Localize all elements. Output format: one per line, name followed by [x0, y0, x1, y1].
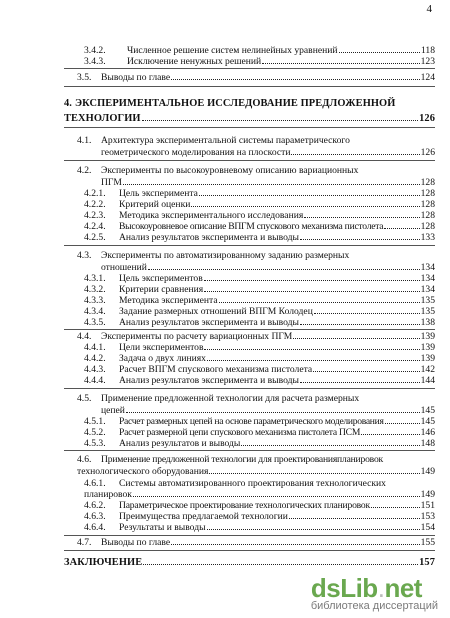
toc-title: Анализ результатов эксперимента и выводы: [119, 375, 299, 386]
toc-title: Критерий оценки: [119, 199, 191, 210]
toc-number: 4.1.: [77, 135, 92, 146]
toc-entry[interactable]: [77, 250, 435, 261]
toc-number: 4.2.5.: [84, 232, 106, 243]
toc-number: 4.5.1.: [84, 416, 106, 427]
toc-page: 128: [420, 210, 435, 221]
toc-number: 4.5.: [77, 393, 92, 404]
toc-entry[interactable]: [84, 438, 435, 449]
toc-entry[interactable]: [84, 427, 435, 438]
toc-page: 149: [420, 466, 435, 477]
toc-entry[interactable]: [84, 500, 435, 511]
toc-entry[interactable]: [84, 210, 435, 221]
toc-number: 4.5.2.: [84, 427, 106, 438]
toc-page: 128: [420, 221, 435, 232]
toc-page: 145: [420, 405, 435, 416]
toc-entry[interactable]: [84, 199, 435, 210]
divider: [64, 329, 435, 330]
toc-title: Анализ результатов и выводы: [119, 438, 241, 449]
toc-page: 128: [420, 177, 435, 188]
toc-entry[interactable]: [77, 454, 435, 465]
toc-title: Методика эксперимента: [119, 295, 218, 306]
dot-leader: [204, 342, 419, 350]
toc-entry-cont[interactable]: [84, 489, 435, 500]
divider: [64, 550, 435, 551]
toc-page: 128: [420, 199, 435, 210]
dot-leader: [171, 72, 420, 80]
toc-number: 4.4.3.: [84, 364, 106, 375]
toc-number: 4.6.1.: [84, 478, 106, 489]
toc-title: Цель экспериментов: [119, 273, 203, 284]
toc-page: 148: [420, 438, 435, 449]
toc-chapter-heading[interactable]: [64, 98, 435, 109]
toc-title-cont: планировок: [84, 489, 132, 500]
toc-title: Параметрическое проектирование технологических планировок: [119, 500, 370, 511]
toc-title-cont: ПГМ: [101, 177, 122, 188]
toc-page: 138: [420, 317, 435, 328]
divider: [64, 388, 435, 389]
dot-leader: [204, 273, 420, 281]
toc-title: Цель эксперимента: [119, 188, 198, 199]
watermark-subtitle: библиотека диссертаций: [310, 600, 438, 612]
toc-title: Результаты и выводы: [119, 522, 206, 533]
toc-entry-cont[interactable]: [101, 147, 435, 158]
dot-leader: [291, 147, 419, 155]
toc-title: Применение предложенной технологии для расчета размерных: [101, 393, 360, 404]
toc-number: 4.4.: [77, 331, 92, 342]
toc-title: Эксперименты по расчету вариационных ПГМ: [101, 331, 293, 342]
toc-title: Выводы по главе: [101, 72, 171, 83]
toc-entry-cont[interactable]: [101, 405, 435, 416]
toc-title: Задача о двух линиях: [119, 353, 206, 364]
dot-leader: [199, 188, 420, 196]
toc-number: 4.2.4.: [84, 221, 106, 232]
dot-leader: [371, 500, 420, 508]
divider: [64, 245, 435, 246]
toc-page: 133: [420, 232, 435, 243]
toc-page: 124: [420, 72, 435, 83]
dslib-watermark[interactable]: [311, 573, 438, 612]
toc-title: Преимущества предлагаемой технологии: [119, 511, 288, 522]
toc-title: Выводы по главе: [101, 537, 171, 548]
toc-title: Архитектура экспериментальной системы параметрического: [101, 135, 350, 146]
toc-entry[interactable]: [84, 188, 435, 199]
toc-entry[interactable]: [84, 522, 435, 533]
toc-page: 151: [420, 500, 435, 511]
toc-title: Расчет размерной цепи спускового механизма пистолета ПСМ: [119, 427, 361, 438]
toc-number: 3.5.: [77, 72, 92, 83]
toc-title: Цели экспериментов: [119, 342, 204, 353]
toc-title: Методика экспериментального исследования: [119, 210, 304, 221]
toc-entry[interactable]: [77, 165, 435, 176]
toc-number: 4.5.3.: [84, 438, 106, 449]
dot-leader: [385, 416, 420, 424]
dot-leader: [207, 522, 420, 530]
dot-leader: [304, 210, 419, 218]
toc-title: Задание размерных отношений ВПГМ Колодец: [119, 306, 313, 317]
toc-title: Применение предложенной технологии для проектированияпланировок: [101, 454, 384, 465]
toc-entry[interactable]: [84, 295, 435, 306]
dot-leader: [384, 221, 419, 229]
toc-page: 149: [420, 489, 435, 500]
toc-entry[interactable]: [77, 393, 435, 404]
toc-page: 144: [420, 375, 435, 386]
dot-leader: [300, 232, 420, 240]
toc-number: 4.: [64, 98, 72, 109]
toc-entry[interactable]: [84, 364, 435, 375]
toc-title: Анализ результатов эксперимента и выводы: [119, 232, 299, 243]
dot-leader: [143, 557, 418, 565]
toc-page: 145: [420, 416, 435, 427]
toc-title: ЭКСПЕРИМЕНТАЛЬНОЕ ИССЛЕДОВАНИЕ ПРЕДЛОЖЕННОЙ: [75, 98, 396, 109]
toc-entry[interactable]: [84, 478, 435, 489]
toc-entry[interactable]: [84, 221, 435, 232]
dot-leader: [191, 199, 419, 207]
toc-conclusion[interactable]: [64, 557, 435, 568]
toc-page: 139: [420, 342, 435, 353]
toc-number: 4.4.1.: [84, 342, 106, 353]
toc-title: Исключение ненужных решений: [127, 56, 262, 67]
toc-title: Расчет ВПГМ спускового механизма пистолета: [119, 364, 313, 375]
toc-entry[interactable]: [84, 56, 435, 67]
dot-leader: [300, 375, 420, 383]
dot-leader: [300, 317, 420, 325]
toc-number: 4.3.4.: [84, 306, 106, 317]
toc-page: 123: [420, 56, 435, 67]
toc-page: 157: [419, 557, 435, 568]
toc-page: 139: [420, 353, 435, 364]
toc-title: Высокоуровневое описание ВПГМ спускового механизма пистолета: [119, 221, 384, 232]
toc-number: 4.6.: [77, 454, 92, 465]
toc-number: 4.2.3.: [84, 210, 106, 221]
dot-leader: [293, 331, 419, 339]
dot-leader: [204, 284, 419, 292]
toc-number: 4.2.1.: [84, 188, 106, 199]
dot-leader: [123, 177, 420, 185]
toc-page: 134: [420, 284, 435, 295]
toc-entry[interactable]: [84, 306, 435, 317]
toc-entry-cont[interactable]: [101, 262, 435, 273]
toc-title: Численное решение систем нелинейных уравнений: [127, 45, 338, 56]
toc-page: 118: [420, 45, 435, 56]
page-number: 4: [426, 3, 432, 15]
toc-number: 3.4.3.: [84, 56, 106, 67]
dot-leader: [171, 537, 420, 545]
toc-page: 135: [420, 306, 435, 317]
dot-leader: [241, 438, 419, 446]
divider: [64, 68, 435, 69]
toc-entry[interactable]: [84, 273, 435, 284]
toc-page: 126: [419, 113, 435, 124]
toc-number: 4.3.5.: [84, 317, 106, 328]
dot-leader: [207, 353, 420, 361]
dot-leader: [133, 489, 420, 497]
dot-leader: [361, 427, 420, 435]
toc-page: 139: [420, 331, 435, 342]
toc-number: 4.4.2.: [84, 353, 106, 364]
toc-entry[interactable]: [84, 45, 435, 56]
toc-chapter-heading-cont[interactable]: [64, 113, 435, 124]
toc-number: 4.3.1.: [84, 273, 106, 284]
toc-entry[interactable]: [84, 284, 435, 295]
dot-leader: [219, 295, 420, 303]
toc-entry-cont[interactable]: [77, 466, 435, 477]
toc-entry[interactable]: [84, 416, 435, 427]
toc-entry-cont[interactable]: [101, 177, 435, 188]
toc-page: 155: [420, 537, 435, 548]
dot-leader: [339, 45, 420, 53]
toc-entry[interactable]: [84, 342, 435, 353]
dot-leader: [209, 466, 419, 474]
toc-page: 135: [420, 295, 435, 306]
dot-leader: [313, 364, 419, 372]
toc-page: 154: [420, 522, 435, 533]
toc-number: 4.6.2.: [84, 500, 106, 511]
toc-title-cont: технологического оборудования: [77, 466, 209, 477]
toc-title: Критерии сравнения: [119, 284, 204, 295]
toc-entry[interactable]: [77, 72, 435, 83]
toc-title: Эксперименты по автоматизированному заданию размерных: [101, 250, 350, 261]
toc-page: 128: [420, 188, 435, 199]
toc-entry[interactable]: [84, 317, 435, 328]
toc-number: 4.2.: [77, 165, 92, 176]
dot-leader: [126, 405, 420, 413]
toc-entry[interactable]: [84, 232, 435, 243]
toc-number: 4.3.2.: [84, 284, 106, 295]
toc-number: 4.2.2.: [84, 199, 106, 210]
toc-title-cont: отношений: [101, 262, 147, 273]
dot-leader: [289, 511, 420, 519]
toc-page: 134: [420, 262, 435, 273]
toc-page: 134: [420, 273, 435, 284]
toc-number: 3.4.2.: [84, 45, 106, 56]
toc-title-cont: ТЕХНОЛОГИИ: [64, 113, 141, 124]
toc-entry[interactable]: [84, 375, 435, 386]
toc-number: 4.6.4.: [84, 522, 106, 533]
toc-entry[interactable]: [84, 511, 435, 522]
toc-title-cont: геометрического моделирования на плоскости: [101, 147, 291, 158]
dot-leader: [314, 306, 420, 314]
toc-number: 4.3.3.: [84, 295, 106, 306]
divider: [64, 535, 435, 536]
toc-title: Эксперименты по высокоуровневому описанию вариационных: [101, 165, 359, 176]
toc-title: ЗАКЛЮЧЕНИЕ: [64, 557, 143, 568]
toc-page: 146: [420, 427, 435, 438]
toc-page: 153: [420, 511, 435, 522]
toc-number: 4.4.4.: [84, 375, 106, 386]
toc-title: Анализ результатов эксперимента и выводы: [119, 317, 299, 328]
divider: [64, 86, 435, 87]
toc-page: 142: [420, 364, 435, 375]
toc-number: 4.6.3.: [84, 511, 106, 522]
toc-entry[interactable]: [77, 537, 435, 548]
toc-entry[interactable]: [84, 353, 435, 364]
toc-title: Системы автоматизированного проектирования технологических: [119, 478, 386, 489]
dot-leader: [262, 56, 419, 64]
watermark-logo: dsLib.net: [310, 573, 422, 603]
toc-page: 126: [420, 147, 435, 158]
dot-leader: [148, 262, 420, 270]
dot-leader: [142, 113, 418, 121]
toc-title-cont: цепей: [101, 405, 125, 416]
divider: [64, 127, 435, 128]
toc-title: Расчет размерных цепей на основе параметрического моделирования: [119, 416, 384, 427]
toc-number: 4.7.: [77, 537, 92, 548]
toc-entry[interactable]: [77, 135, 435, 146]
divider: [64, 450, 435, 451]
toc-entry[interactable]: [77, 331, 435, 342]
divider: [64, 160, 435, 161]
toc-number: 4.3.: [77, 250, 92, 261]
